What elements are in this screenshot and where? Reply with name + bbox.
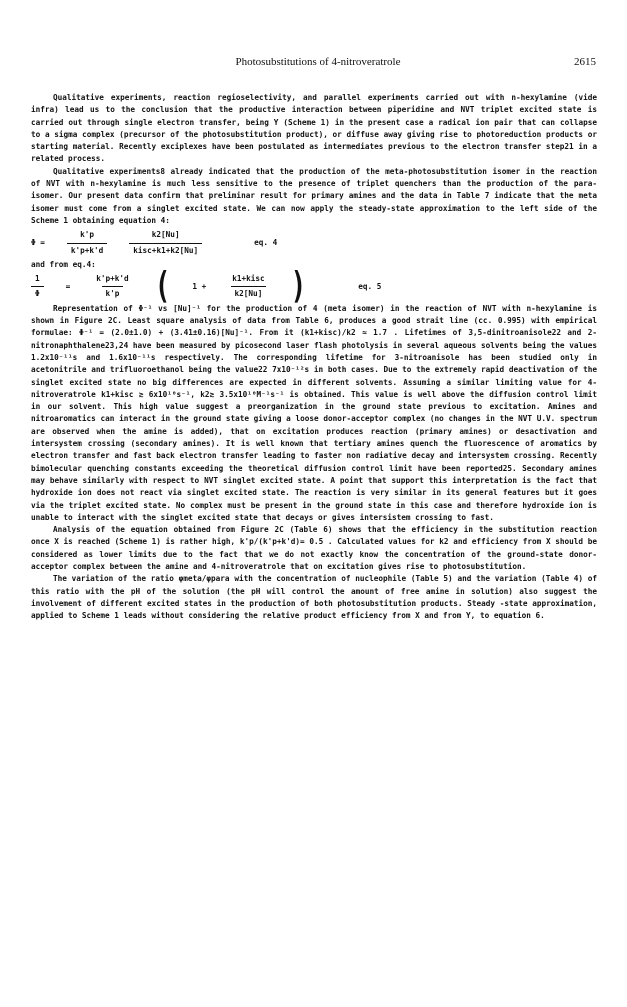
running-title: Photosubstitutions of 4-nitroveratrole — [235, 56, 401, 68]
equation-5: $\frac{1}{\Phi}$ = $\frac{k'p+k'd}{k'p}$ ( 1 + $\frac{\text{k1+kisc}}{k2[Nu]}$ ) eq. 5 — [31, 273, 597, 301]
eq5-fraction-2 — [228, 273, 268, 301]
eq4-fraction-2 — [129, 229, 202, 257]
eq5-lhs-numerator: 1 — [35, 274, 40, 284]
paragraph-5: The variation of the ratio φmeta/φpara with the concentration of nucleophile (Table 5) and the variation (Table 4) of this ratio with the pH of the solution (the pH will control the amount of free amine in solution) also suggest the involvement of different excited states in the production of both photosubstitution products. Steady -state approximation, applied to Scheme 1 leads without considering the relative product efficiency from X and from Y, to equation 6. — [31, 574, 597, 621]
eq4-frac1-denominator: k'p+k'd — [67, 243, 107, 257]
eq5-frac1-numerator: k'p+k'd — [96, 274, 129, 284]
eq5-one-plus: 1 + — [192, 281, 207, 291]
paragraph-1: Qualitative experiments, reaction regioselectivity, and parallel experiments carried out with n-hexylamine (vide infra) lead us to the conclusion that the productive interaction between piperidine and NVT triplet excited state is carried out through single electron transfer, being Y (Scheme 1) in the present case a radical ion pair that can collapse to a sigma complex (precursor of the photosubstitution product), or diffuse away giving rise to photoreduction products or starting material. Recently exciplexes have been postulated as intermediates previous to the electron transfer step21 in a related process. — [31, 93, 597, 164]
page-number: 2615 — [574, 56, 596, 68]
eq5-frac2-denominator: k2[Nu] — [231, 286, 267, 300]
page-header — [40, 56, 596, 70]
paragraph-3: Representation of Φ⁻¹ vs [Nu]⁻¹ for the production of 4 (meta isomer) in the reaction of NVT with n-hexylamine is shown in Figure 2C. Least square analysis of data from Table 6, produces a good strait line (cc. 0.995) with empirical formulae: Φ⁻¹ = (2.0±1.0) + (3.41±0.16)[Nu]⁻¹. From it (k1+kisc)/k2 ≈ 1.7 . Lifetimes of 3,5-dinitroanisole22 and 2-nitronaphthalene23,24 have been measured by picosecond laser flash photolysis in several aqueous solvents being the values 1.2x10⁻¹¹s and 1.6x10⁻¹¹s respectively. The corresponding lifetime for 3-nitroanisole has been studied only in acetonitrile and trifluoroethanol being the value22 7x10⁻¹²s in both cases. Due to the extremely rapid deactivation of the singlet excited state no big differences are expected in different solvents. Assuming a similar limiting value for 4-nitroveratrole k1+kisc ≳ 6x10¹⁰s⁻¹, k2≳ 3.5x10¹⁰M⁻¹s⁻¹ is obtained. This value is well above the diffusion control limit in our solvent. This high value suggest a preorganization in the ground state previous to excitation. Amines and nitroaromatics can interact in the ground state giving a loose donor-acceptor complex (no changes in the NVT U.V. spectrum are observed when the amine is added), that on excitation produces reaction (primary amines) or desactivation and intersystem crossing (secondary amines). It is well known that tertiary amines quench the fluorescence of aromatics by electron transfer and fast back electron transfer leading to faster non radiative decay and intersystem crossing. Recently bimolecular quenching constants exceeding the theoretical diffusion control limit have been reported25. Secondary amines may behave similarly with respect to NVT singlet excited state. A point that support this interpretation is the fact that hydroxide ion does not react via singlet excited state. The reaction is very similar in its general features but it goes via the triplet excited state. No complex must be present in the ground state in this case and therefore hydroxide ion is unable to interact with the singlet excited state that decays or gives intersistem crossing to fast. — [31, 303, 597, 522]
eq5-fraction-1 — [92, 273, 132, 301]
eq5-frac2-numerator: k1+kisc — [232, 274, 265, 284]
article-body — [31, 92, 597, 622]
eq4-frac1-numerator: k'p — [80, 230, 95, 240]
eq5-label: eq. 5 — [358, 281, 382, 291]
eq4-lhs: Φ = — [31, 237, 45, 247]
eq4-fraction-1 — [67, 229, 107, 257]
eq4-label: eq. 4 — [254, 237, 278, 247]
eq5-open-paren: ( — [154, 265, 171, 308]
paragraph-2: Qualitative experiments8 already indicated that the production of the meta-photosubstitution isomer in the reaction of NVT with n-hexylamine is much less sensitive to the presence of triplet quenchers than the production of the para-isomer. Our present data confirm that preliminar result for primary amines and the data in Table 7 indicate that the meta isomer must come from a singlet excited state. We can now apply the steady-state approximation to the left side of the Scheme 1 obtaining equation 4: — [31, 166, 597, 225]
equation-4 — [31, 229, 597, 257]
eq4-frac2-denominator: kisc+k1+k2[Nu] — [129, 243, 202, 257]
paragraph-4: Analysis of the equation obtained from Figure 2C (Table 6) shows that the efficiency in the substitution reaction once X is reached (Scheme 1) is rather high, k'p/(k'p+k'd)= 0.5 . Calculated values for k2 and efficiency from X should be considered as lower limits due to the fact that we do not exactly know the concentration of the ground-state donor-acceptor complex between the amine and 4-nitroveratrole that on excitation gives rise to photosubstitution. — [31, 525, 597, 571]
from-eq4-text: and from eq.4: — [31, 259, 96, 269]
eq5-frac1-denominator: k'p — [102, 286, 124, 300]
eq5-lhs-fraction — [31, 273, 44, 301]
eq5-lhs-denominator: Φ — [31, 286, 44, 300]
eq5-close-paren: ) — [290, 265, 307, 308]
eq4-frac2-numerator: k2[Nu] — [151, 230, 180, 240]
